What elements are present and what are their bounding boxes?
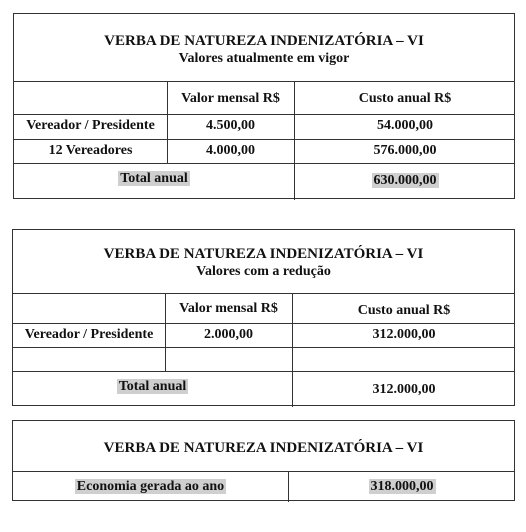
row-label: 12 Vereadores [48, 143, 133, 158]
table-subtitle: Valores atualmente em vigor [178, 51, 350, 66]
total-value-text: 630.000,00 [373, 173, 437, 188]
table-subtitle: Valores com a redução [196, 264, 331, 279]
table-reduced-values [12, 229, 515, 406]
column-header-annual: Custo anual R$ [357, 303, 451, 318]
row-monthly-value: 2.000,00 [204, 327, 253, 342]
divider [13, 323, 514, 324]
total-value [294, 173, 516, 189]
row-monthly-value: 4.500,00 [206, 118, 255, 133]
divider [14, 139, 514, 140]
divider [14, 81, 514, 82]
table-title: VERBA DE NATUREZA INDENIZATÓRIA – VI [104, 33, 424, 49]
table-current-values [13, 13, 515, 199]
divider [13, 347, 514, 348]
divider [13, 293, 514, 294]
total-label [13, 379, 292, 395]
savings-value [288, 479, 516, 495]
savings-label [13, 479, 288, 495]
row-monthly-value: 4.000,00 [206, 143, 255, 158]
row-annual-value: 576.000,00 [373, 143, 437, 158]
table-title: VERBA DE NATUREZA INDENIZATÓRIA – VI [103, 246, 424, 262]
divider [13, 471, 514, 472]
savings-label-text: Economia gerada ao ano [76, 479, 225, 494]
row-annual-value: 312.000,00 [372, 327, 436, 342]
divider [14, 114, 514, 115]
column-header-monthly: Valor mensal R$ [179, 301, 278, 316]
row-annual-value: 54.000,00 [377, 118, 433, 133]
table-title: VERBA DE NATUREZA INDENIZATÓRIA – VI [103, 440, 424, 456]
row-label: Vereador / Presidente [26, 118, 155, 133]
row-label: Vereador / Presidente [24, 327, 154, 342]
savings-value-text: 318.000,00 [370, 479, 434, 494]
total-label [14, 171, 294, 187]
table-savings [12, 420, 515, 501]
total-value: 312.000,00 [372, 382, 436, 397]
column-header-annual: Custo anual R$ [358, 91, 452, 106]
total-label-text: Total anual [118, 379, 187, 394]
divider [14, 163, 514, 164]
divider [13, 371, 514, 372]
column-header-monthly: Valor mensal R$ [181, 91, 280, 106]
total-label-text: Total anual [120, 171, 188, 186]
